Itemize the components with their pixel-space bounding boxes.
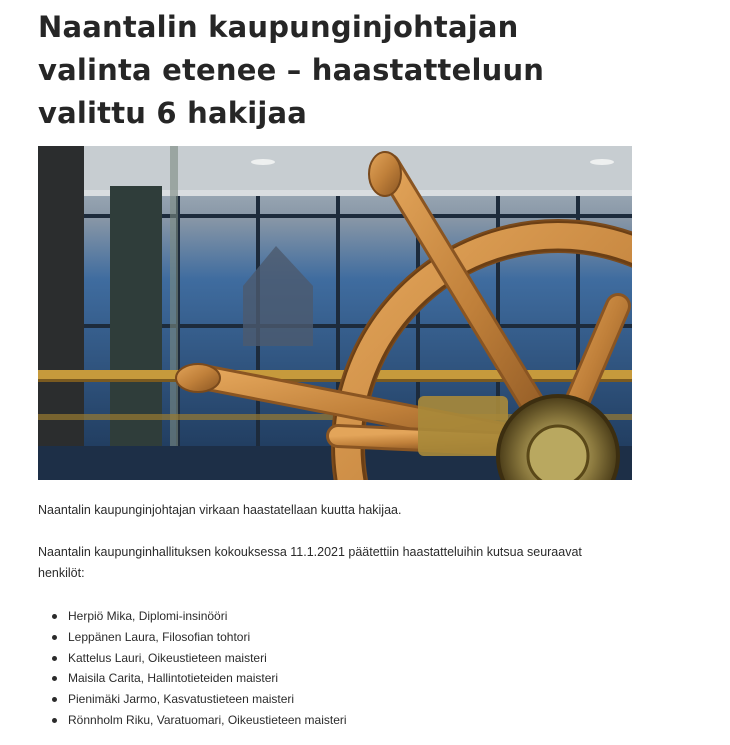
ship-wheel-photo [38, 146, 632, 480]
hero-image [38, 146, 632, 480]
body-paragraph: Naantalin kaupunginhallituksen kokouksessa 11.1.2021 päätettiin haastatteluihin kutsua seuraavat henkilöt: [38, 545, 582, 580]
list-item: Maisila Carita, Hallintotieteiden maisteri [68, 668, 347, 689]
list-item: Pienimäki Jarmo, Kasvatustieteen maisteri [68, 689, 347, 710]
article [38, 0, 638, 135]
list-item: Herpiö Mika, Diplomi-insinööri [68, 606, 347, 627]
page-title: Naantalin kaupunginjohtajan valinta etenee – haastatteluun valittu 6 hakijaa [38, 10, 545, 130]
list-item: Leppänen Laura, Filosofian tohtori [68, 627, 347, 648]
list-item: Rönnholm Riku, Varatuomari, Oikeustieteen maisteri [68, 710, 347, 731]
list-item: Kattelus Lauri, Oikeustieteen maisteri [68, 648, 347, 669]
candidate-list [38, 606, 347, 731]
intro-paragraph: Naantalin kaupunginjohtajan virkaan haastatellaan kuutta hakijaa. [38, 503, 402, 517]
